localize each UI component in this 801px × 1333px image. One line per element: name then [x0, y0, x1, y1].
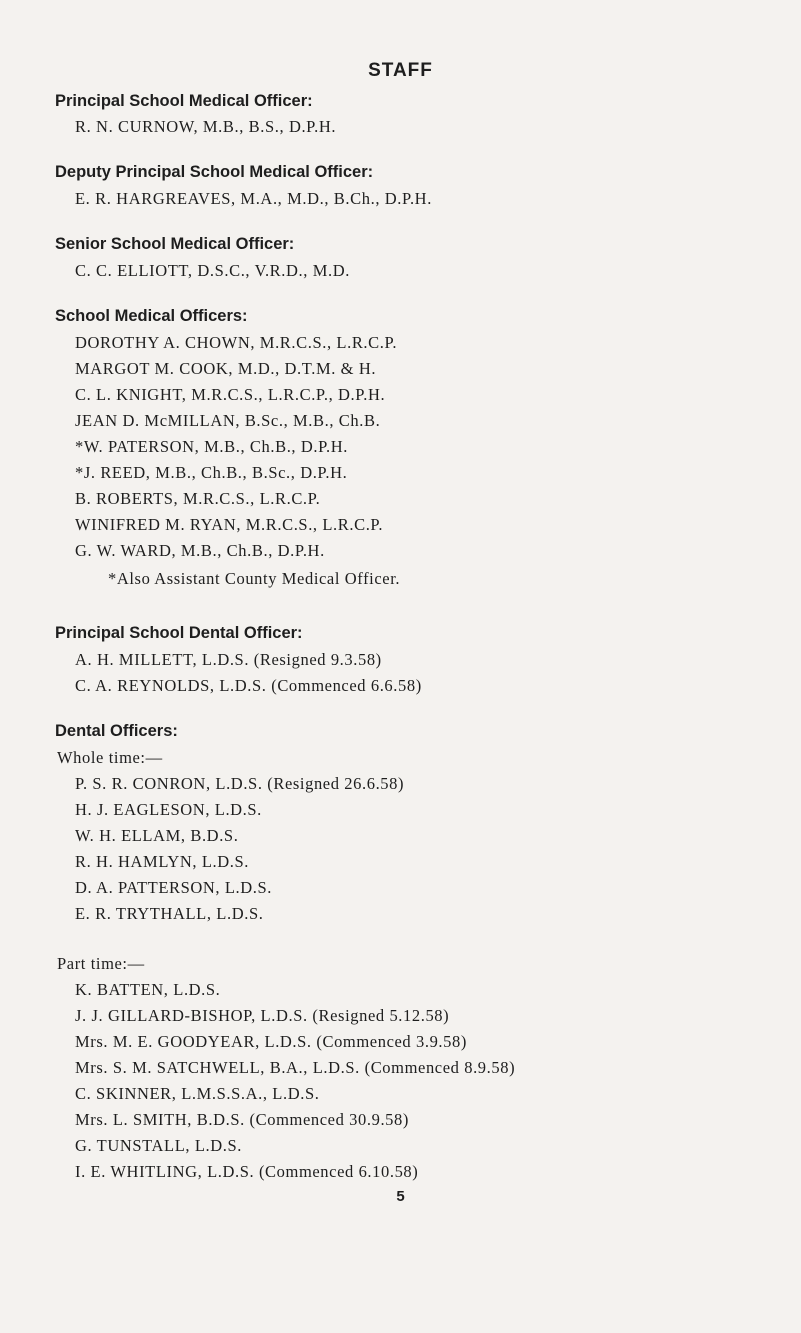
- staff-entry: C. SKINNER, L.M.S.S.A., L.D.S.: [75, 1084, 320, 1103]
- staff-entry: Mrs. S. M. SATCHWELL, B.A., L.D.S. (Commenced 8.9.58): [75, 1058, 516, 1077]
- staff-entry: *W. PATERSON, M.B., Ch.B., D.P.H.: [75, 437, 349, 456]
- staff-entry: JEAN D. McMILLAN, B.Sc., M.B., Ch.B.: [75, 411, 381, 430]
- staff-entry: A. H. MILLETT, L.D.S. (Resigned 9.3.58): [75, 650, 382, 669]
- whole-time-label: Whole time:—: [57, 748, 163, 767]
- staff-entry: I. E. WHITLING, L.D.S. (Commenced 6.10.58): [75, 1162, 419, 1181]
- principal-smo-heading: Principal School Medical Officer:: [55, 92, 313, 110]
- staff-entry: R. N. CURNOW, M.B., B.S., D.P.H.: [75, 117, 337, 136]
- staff-entry: P. S. R. CONRON, L.D.S. (Resigned 26.6.58): [75, 774, 405, 793]
- staff-entry: E. R. TRYTHALL, L.D.S.: [75, 904, 264, 923]
- staff-entry: C. A. REYNOLDS, L.D.S. (Commenced 6.6.58): [75, 676, 422, 695]
- staff-entry: W. H. ELLAM, B.D.S.: [75, 826, 239, 845]
- staff-entry: H. J. EAGLESON, L.D.S.: [75, 800, 262, 819]
- staff-entry: *J. REED, M.B., Ch.B., B.Sc., D.P.H.: [75, 463, 348, 482]
- staff-entry: G. TUNSTALL, L.D.S.: [75, 1136, 242, 1155]
- staff-entry: MARGOT M. COOK, M.D., D.T.M. & H.: [75, 359, 377, 378]
- staff-entry: J. J. GILLARD-BISHOP, L.D.S. (Resigned 5.12.58): [75, 1006, 450, 1025]
- staff-entry: K. BATTEN, L.D.S.: [75, 980, 221, 999]
- principal-sdo-heading: Principal School Dental Officer:: [55, 624, 303, 642]
- staff-entry: C. C. ELLIOTT, D.S.C., V.R.D., M.D.: [75, 261, 350, 280]
- staff-entry: E. R. HARGREAVES, M.A., M.D., B.Ch., D.P.H.: [75, 189, 432, 208]
- staff-entry: D. A. PATTERSON, L.D.S.: [75, 878, 273, 897]
- footnote: *Also Assistant County Medical Officer.: [108, 569, 401, 588]
- staff-entry: C. L. KNIGHT, M.R.C.S., L.R.C.P., D.P.H.: [75, 385, 386, 404]
- part-time-label: Part time:—: [57, 954, 145, 973]
- smos-heading: School Medical Officers:: [55, 307, 248, 325]
- staff-entry: DOROTHY A. CHOWN, M.R.C.S., L.R.C.P.: [75, 333, 398, 352]
- senior-smo-heading: Senior School Medical Officer:: [55, 235, 295, 253]
- page-number: 5: [396, 1188, 405, 1205]
- staff-entry: Mrs. M. E. GOODYEAR, L.D.S. (Commenced 3.9.58): [75, 1032, 467, 1051]
- deputy-smo-heading: Deputy Principal School Medical Officer:: [55, 163, 374, 181]
- dental-officers-heading: Dental Officers:: [55, 722, 178, 740]
- staff-entry: R. H. HAMLYN, L.D.S.: [75, 852, 249, 871]
- staff-entry: Mrs. L. SMITH, B.D.S. (Commenced 30.9.58): [75, 1110, 409, 1129]
- staff-entry: B. ROBERTS, M.R.C.S., L.R.C.P.: [75, 489, 321, 508]
- staff-entry: G. W. WARD, M.B., Ch.B., D.P.H.: [75, 541, 325, 560]
- staff-entry: WINIFRED M. RYAN, M.R.C.S., L.R.C.P.: [75, 515, 384, 534]
- page-title: STAFF: [368, 60, 433, 81]
